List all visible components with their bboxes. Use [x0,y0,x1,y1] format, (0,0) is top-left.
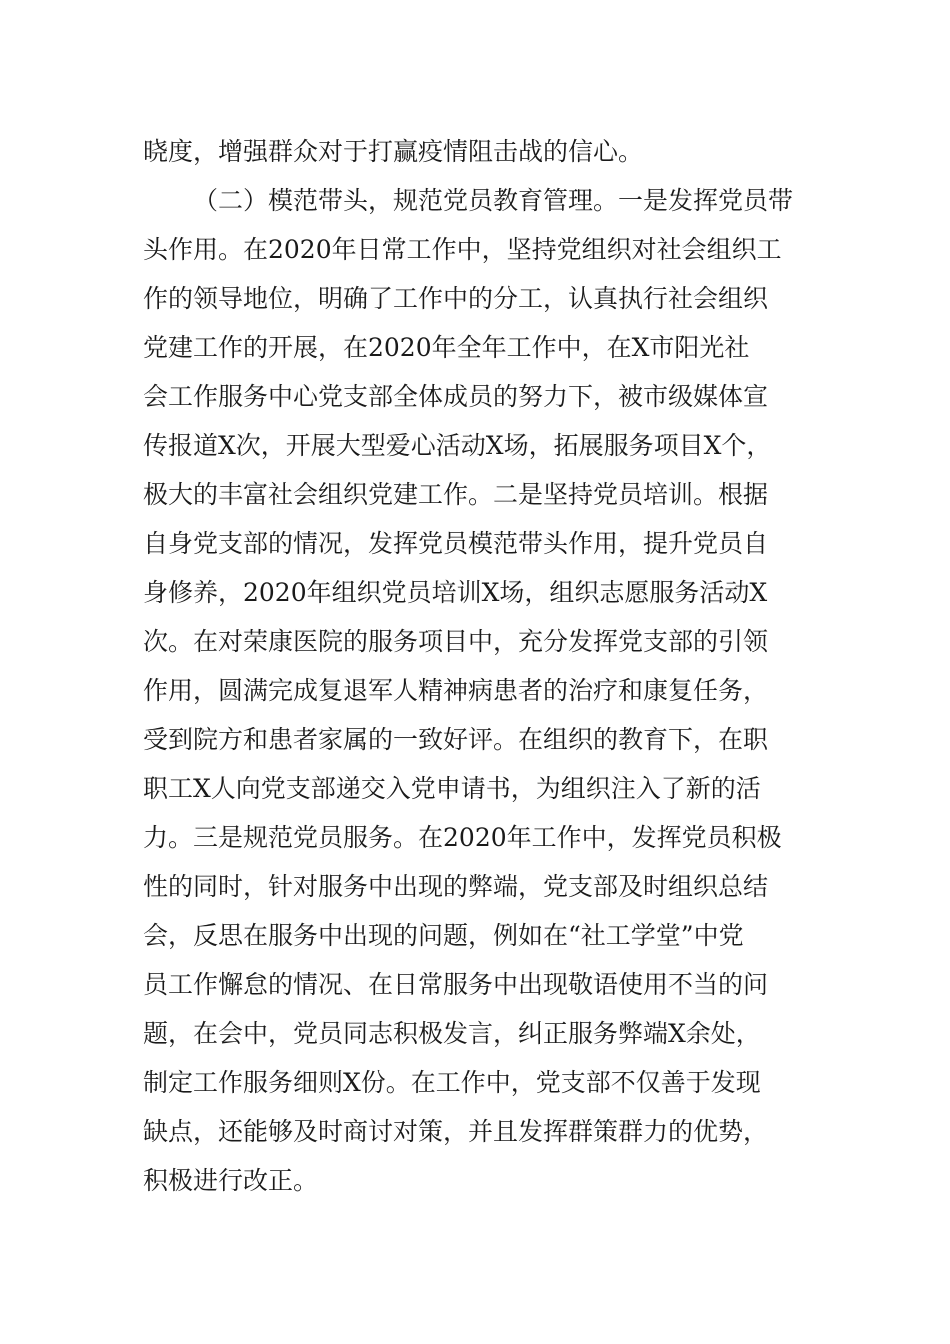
text-line: 员工作懈怠的情况、在日常服务中出现敬语使用不当的问 [143,970,769,999]
text-line: 党建工作的开展，在2020年全年工作中，在X市阳光社 [143,333,750,362]
text-line: 会工作服务中心党支部全体成员的努力下，被市级媒体宣 [143,382,769,411]
text-line: 制定工作服务细则X份。在工作中，党支部不仅善于发现 [143,1068,761,1097]
text-line: 晓度，增强群众对于打赢疫情阻击战的信心。 [143,137,644,166]
text-line: 头作用。在2020年日常工作中，坚持党组织对社会组织工 [143,235,782,264]
text-line: 极大的丰富社会组织党建工作。二是坚持党员培训。根据 [143,480,769,509]
text-line: 自身党支部的情况，发挥党员模范带头作用，提升党员自 [143,529,769,558]
text-line: 题，在会中，党员同志积极发言，纠正服务弊端X余处， [143,1019,761,1048]
text-line: 缺点，还能够及时商讨对策，并且发挥群策群力的优势， [143,1117,769,1146]
text-line: 会，反思在服务中出现的问题，例如在“社工学堂”中党 [143,921,744,950]
text-line: 积极进行改正。 [143,1166,319,1195]
text-line: 作的领导地位，明确了工作中的分工，认真执行社会组织 [143,284,769,313]
text-line: 性的同时，针对服务中出现的弊端，党支部及时组织总结 [143,872,769,901]
text-line: 身修养，2020年组织党员培训X场，组织志愿服务活动X [143,578,768,607]
text-line: 作用，圆满完成复退军人精神病患者的治疗和康复任务， [143,676,769,705]
text-line: 力。三是规范党员服务。在2020年工作中，发挥党员积极 [143,823,782,852]
text-line: 次。在对荣康医院的服务项目中，充分发挥党支部的引领 [143,627,769,656]
text-line: 受到院方和患者家属的一致好评。在组织的教育下，在职 [143,725,769,754]
section-heading-line: （二）模范带头，规范党员教育管理。一是发挥党员带 [193,186,794,215]
text-line: 传报道X次，开展大型爱心活动X场，拓展服务项目X个， [143,431,772,460]
text-line: 职工X人向党支部递交入党申请书，为组织注入了新的活 [143,774,761,803]
